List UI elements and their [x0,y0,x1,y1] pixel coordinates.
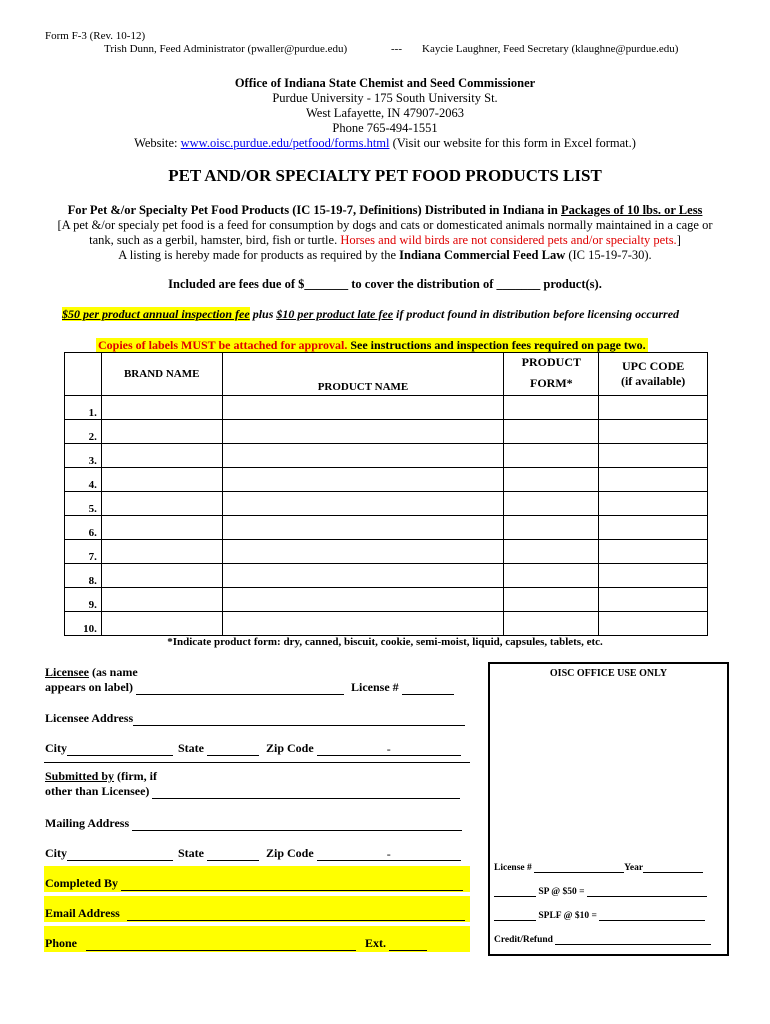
product-cell[interactable] [222,396,504,420]
form-cell[interactable] [504,420,599,444]
table-header-row [65,353,708,396]
office-splf-row [494,910,705,921]
form-cell[interactable] [504,444,599,468]
table-row [65,540,708,564]
intro-line-3-text: tank, such as a gerbil, hamster, bird, fish or turtle. [89,233,341,247]
office-website-line [0,136,770,151]
zip-label: Zip Code [266,741,314,755]
submitted-by-row [45,784,460,799]
feed-law-name: Indiana Commercial Feed Law [399,248,566,262]
intro-line-2: [A pet &/or specialy pet food is a feed for consumption by dogs and cats or domesticated animals normally maintained in a cage or [57,218,713,232]
mailing-address-input[interactable] [132,818,462,831]
fee-condition: if product found in distribution before licensing occurred [393,307,680,321]
table-row [65,396,708,420]
fee-notice [62,307,679,322]
form-cell[interactable] [504,396,599,420]
office-sp-count-input[interactable] [494,886,536,897]
brand-name-header: BRAND NAME [123,368,200,380]
annual-fee-notice: $50 per product annual inspection fee [62,307,250,321]
state-input[interactable] [207,848,259,861]
intro-line-3 [0,233,770,248]
product-cell[interactable] [222,444,504,468]
licensee-address-label: Licensee Address [45,711,134,725]
brand-cell[interactable] [101,540,222,564]
package-size-limit: Packages of 10 lbs. or Less [560,203,703,217]
zip-dash: - [386,847,391,861]
product-form-header-1: PRODUCT [521,355,581,369]
form-cell[interactable] [504,588,599,612]
office-splf-count-input[interactable] [494,910,536,921]
state-label: State [178,741,204,755]
office-license-row [494,862,703,873]
licensee-city-row [45,741,461,756]
office-address-1: Purdue University - 175 South University St. [272,91,498,105]
brand-cell[interactable] [101,396,222,420]
office-credit-row [494,934,711,945]
header-separator: --- [391,43,402,55]
office-license-input[interactable] [534,862,624,873]
form-cell[interactable] [504,492,599,516]
section-divider [44,762,470,763]
row-number: 9. [65,588,102,612]
intro-line-4-text: A listing is hereby made for products as required by the [118,248,400,262]
office-year-input[interactable] [643,862,703,873]
completed-by-input[interactable] [121,878,463,891]
submitted-by-label [45,769,157,784]
licensee-name-input[interactable] [136,682,344,695]
product-form-note: *Indicate product form: dry, canned, biscuit, cookie, semi-moist, liquid, capsules, tablets, etc. [167,636,603,648]
intro-line-1-text: For Pet &/or Specialty Pet Food Products (IC 15-19-7, Definitions) Distributed in Indiana in [67,203,561,217]
zip-dash: - [386,742,391,756]
upc-header-2: (if available) [620,374,686,388]
upc-cell[interactable] [599,492,708,516]
website-label: Website: [134,136,178,150]
upc-header-1: UPC CODE [621,359,685,373]
ext-input[interactable] [389,938,427,951]
brand-cell[interactable] [101,492,222,516]
horses-warning: Horses and wild birds are not considered pets and/or specialty pets. [340,233,677,247]
header-num-cell [65,353,102,396]
upc-cell[interactable] [599,420,708,444]
office-splf-label: SPLF @ $10 = [538,911,597,921]
office-phone: Phone 765-494-1551 [332,121,438,135]
office-sp-label: SP @ $50 = [538,887,585,897]
state-label: State [178,846,204,860]
form-id: Form F-3 (Rev. 10-12) [45,30,146,42]
office-credit-label: Credit/Refund [494,935,553,945]
product-cell[interactable] [222,420,504,444]
row-number: 5. [65,492,102,516]
table-row [65,492,708,516]
header-brand [101,353,222,396]
office-use-title: OISC OFFICE USE ONLY [549,668,668,679]
row-number: 1. [65,396,102,420]
table-row [65,444,708,468]
header-form [504,353,599,396]
licensee-label-rest: (as name [89,665,138,679]
upc-cell[interactable] [599,516,708,540]
phone-input[interactable] [86,938,356,951]
zip-input[interactable] [317,743,461,756]
form-cell[interactable] [504,516,599,540]
office-splf-total-input[interactable] [599,910,705,921]
submitted-by-underlined: Submitted by [45,769,115,783]
zip-input[interactable] [317,848,461,861]
row-number: 7. [65,540,102,564]
header-product [222,353,504,396]
website-link[interactable]: www.oisc.purdue.edu/petfood/forms.html [180,136,390,150]
upc-cell[interactable] [599,444,708,468]
product-cell[interactable] [222,492,504,516]
website-note: (Visit our website for this form in Excel format.) [392,136,636,150]
license-number-label: License # [351,680,399,694]
office-sp-total-input[interactable] [587,886,707,897]
table-row [65,516,708,540]
brand-cell[interactable] [101,588,222,612]
city-label: City [45,741,67,755]
office-license-label: License # [494,863,532,873]
office-use-box [488,662,729,956]
row-number: 8. [65,564,102,588]
upc-cell[interactable] [599,612,708,636]
city-input[interactable] [67,848,173,861]
licensee-address-row [45,711,465,726]
copies-required: Copies of labels MUST be attached for approval. [98,338,348,352]
phone-row [45,936,427,951]
feed-administrator: Trish Dunn, Feed Administrator (pwaller@purdue.edu) [104,43,348,55]
upc-cell[interactable] [599,468,708,492]
licensee-label-line2: appears on label) [45,680,134,694]
intro-bracket: ] [676,233,681,247]
upc-cell[interactable] [599,540,708,564]
office-year-label: Year [624,863,644,873]
email-label: Email Address [45,906,120,920]
licensee-address-input[interactable] [133,713,465,726]
fees-due-line: Included are fees due of $_______ to cover the distribution of _______ product(s). [168,277,602,291]
brand-cell[interactable] [101,420,222,444]
submitted-by-line2: other than Licensee) [45,784,150,798]
mailing-address-row [45,816,462,831]
licensee-label-underlined: Licensee [45,665,89,679]
feed-secretary: Kaycie Laughner, Feed Secretary (klaughne@purdue.edu) [422,43,679,55]
email-row [45,906,465,921]
state-input[interactable] [207,743,259,756]
header-upc [599,353,708,396]
city-label: City [45,846,67,860]
product-cell[interactable] [222,468,504,492]
mailing-address-label: Mailing Address [45,816,130,830]
product-form-header-2: FORM* [530,376,573,390]
feed-law-citation: (IC 15-19-7-30). [565,248,652,262]
form-cell[interactable] [504,468,599,492]
see-instructions: See instructions and inspection fees required on page two. [347,338,646,352]
mailing-city-row [45,846,461,861]
table-row [65,612,708,636]
upc-cell[interactable] [599,564,708,588]
upc-cell[interactable] [599,396,708,420]
brand-cell[interactable] [101,468,222,492]
license-number-input[interactable] [402,682,454,695]
phone-label: Phone [45,936,78,950]
product-cell[interactable] [222,540,504,564]
office-name: Office of Indiana State Chemist and Seed Commissioner [234,76,536,90]
fee-plus: plus [249,307,277,321]
table-row [65,588,708,612]
row-number: 3. [65,444,102,468]
intro-line-4 [0,248,770,263]
form-cell[interactable] [504,564,599,588]
email-input[interactable] [127,908,465,921]
licensee-row [45,680,454,695]
brand-cell[interactable] [101,612,222,636]
product-cell[interactable] [222,612,504,636]
form-cell[interactable] [504,612,599,636]
row-number: 10. [65,612,102,636]
office-sp-row [494,886,707,897]
row-number: 2. [65,420,102,444]
brand-cell[interactable] [101,564,222,588]
submitted-by-input[interactable] [152,786,460,799]
upc-cell[interactable] [599,588,708,612]
brand-cell[interactable] [101,516,222,540]
intro-line-1 [0,203,770,218]
page-title: PET AND/OR SPECIALTY PET FOOD PRODUCTS LIST [168,166,602,185]
table-row [65,468,708,492]
licensee-label [45,665,138,680]
copies-notice [96,338,648,353]
row-number: 6. [65,516,102,540]
late-fee-notice: $10 per product late fee [276,307,394,321]
brand-cell[interactable] [101,444,222,468]
city-input[interactable] [67,743,173,756]
zip-label: Zip Code [266,846,314,860]
office-credit-input[interactable] [555,934,711,945]
office-address-2: West Lafayette, IN 47907-2063 [306,106,464,120]
table-row [65,420,708,444]
row-number: 4. [65,468,102,492]
completed-by-label: Completed By [45,876,118,890]
table-row [65,564,708,588]
product-cell[interactable] [222,588,504,612]
ext-label: Ext. [365,936,387,950]
completed-by-row [45,876,463,891]
product-cell[interactable] [222,564,504,588]
submitted-by-rest: (firm, if [114,769,158,783]
product-name-header: PRODUCT NAME [317,381,409,393]
product-cell[interactable] [222,516,504,540]
form-cell[interactable] [504,540,599,564]
products-table [64,352,708,636]
